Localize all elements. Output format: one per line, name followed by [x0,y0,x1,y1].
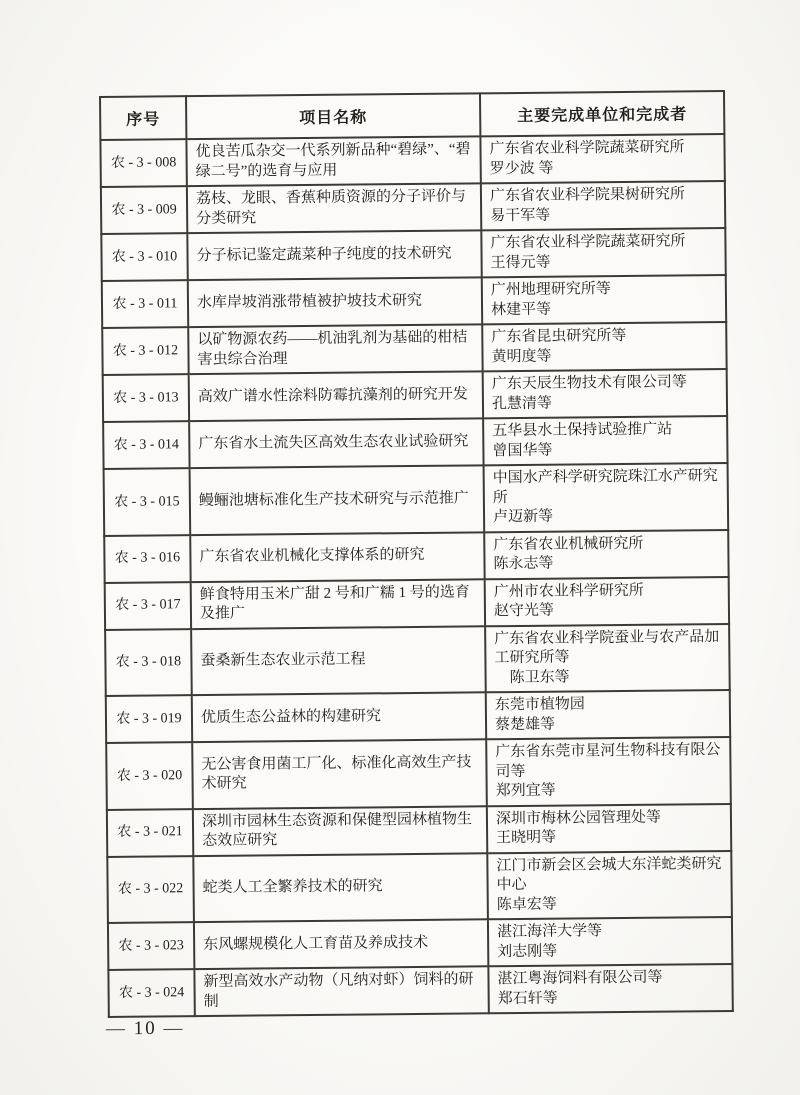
header-completers: 主要完成单位和完成者 [480,91,724,136]
row-completers: 广东省东莞市星河生物科技有限公司等 郑列宜等 [486,737,731,806]
row-completers: 五华县水土保持试验推广站 曾国华等 [483,416,727,465]
table-row [102,322,726,375]
row-serial: 农 - 3 - 021 [107,809,193,857]
row-serial: 农 - 3 - 010 [101,233,187,281]
table-row [108,964,732,1017]
row-project-name: 东风螺规模化人工育苗及养成技术 [194,919,488,969]
row-serial: 农 - 3 - 019 [106,695,192,743]
row-completers: 广州地理研究所等 林建平等 [482,275,726,324]
row-completers: 湛江海洋大学等 刘志刚等 [488,917,732,966]
header-project-name: 项目名称 [186,93,480,139]
table-header-row [100,91,724,140]
row-serial: 农 - 3 - 009 [101,186,187,234]
row-completers: 广东省农业科学院蚕业与农产品加工研究所等 陈卫东等 [485,623,730,692]
row-project-name: 分子标记鉴定蔬菜种子纯度的技术研究 [187,230,481,280]
row-completers: 中国水产科学研究院珠江水产研究所 卢迈新等 [484,463,729,532]
row-project-name: 以矿物源农药——机油乳剂为基础的柑桔害虫综合治理 [188,324,482,374]
row-project-name: 无公害食用菌工厂化、标准化高效生产技术研究 [192,739,487,808]
row-project-name: 水库岸坡消涨带植被护坡技术研究 [188,277,482,327]
row-completers: 深圳市梅林公园管理处等 王晓明等 [487,803,731,852]
row-serial: 农 - 3 - 013 [103,374,189,422]
row-completers: 湛江粤海饲料有限公司等 郑石轩等 [488,964,732,1013]
row-completers: 广东省农业科学院蔬菜研究所 罗少波 等 [480,134,724,183]
row-project-name: 深圳市园林生态资源和保健型园林植物生态效应研究 [193,806,487,856]
row-project-name: 鲜食特用玉米广甜 2 号和广糯 1 号的选育及推广 [191,579,485,629]
scanned-page-content [99,90,734,1018]
table-row [104,463,729,535]
row-project-name: 鳗鲡池塘标准化生产技术研究与示范推广 [190,465,485,534]
row-serial: 农 - 3 - 011 [102,280,188,328]
row-serial: 农 - 3 - 024 [108,969,194,1017]
row-serial: 农 - 3 - 014 [103,421,189,469]
row-serial: 农 - 3 - 015 [104,468,191,535]
table-row [105,623,730,695]
table-row [104,529,728,582]
table-row [106,690,730,743]
table-row [102,275,726,328]
table-row [107,803,731,856]
table-row [105,576,729,629]
row-serial: 农 - 3 - 008 [100,139,186,187]
table-row [100,134,724,187]
row-project-name: 优良苦瓜杂交一代系列新品种“碧绿”、“碧绿二号”的选育与应用 [186,136,480,186]
row-project-name: 蛇类人工全繁养技术的研究 [193,853,488,922]
table-row [101,181,725,234]
row-serial: 农 - 3 - 018 [105,629,192,696]
row-project-name: 荔枝、龙眼、香蕉种质资源的分子评价与分类研究 [187,183,481,233]
row-completers: 广州市农业科学研究所 赵守光等 [485,576,729,625]
row-project-name: 高效广谱水性涂料防霉抗藻剂的研究开发 [189,371,483,421]
row-completers: 广东天辰生物技术有限公司等 孔慧清等 [483,369,727,418]
table-row [103,416,727,469]
row-serial: 农 - 3 - 020 [106,742,193,809]
row-project-name: 蚕桑新生态农业示范工程 [191,626,486,695]
row-serial: 农 - 3 - 023 [108,922,194,970]
row-project-name: 新型高效水产动物（凡纳对虾）饲料的研制 [194,966,488,1016]
row-project-name: 广东省水土流失区高效生态农业试验研究 [189,418,483,468]
row-serial: 农 - 3 - 022 [107,856,194,923]
projects-table [99,90,734,1018]
row-completers: 广东省农业机械研究所 陈永志等 [484,529,728,578]
row-project-name: 广东省农业机械化支撑体系的研究 [190,532,484,582]
row-serial: 农 - 3 - 016 [104,535,190,583]
page-number: — 10 — [105,1017,185,1040]
row-completers: 东莞市植物园 蔡楚雄等 [486,690,730,739]
row-completers: 广东省昆虫研究所等 黄明度等 [482,322,726,371]
row-serial: 农 - 3 - 017 [105,582,191,630]
row-completers: 江门市新会区会城大东洋蛇类研究中心 陈卓宏等 [487,850,732,919]
table-row [107,850,732,922]
table-row [103,369,727,422]
row-project-name: 优质生态公益林的构建研究 [192,692,486,742]
row-completers: 广东省农业科学院果树研究所 易干军等 [481,181,725,230]
row-completers: 广东省农业科学院蔬菜研究所 王得元等 [481,228,725,277]
row-serial: 农 - 3 - 012 [102,327,188,375]
header-serial: 序号 [100,96,186,140]
table-row [108,917,732,970]
table-row [101,228,725,281]
table-row [106,737,731,809]
